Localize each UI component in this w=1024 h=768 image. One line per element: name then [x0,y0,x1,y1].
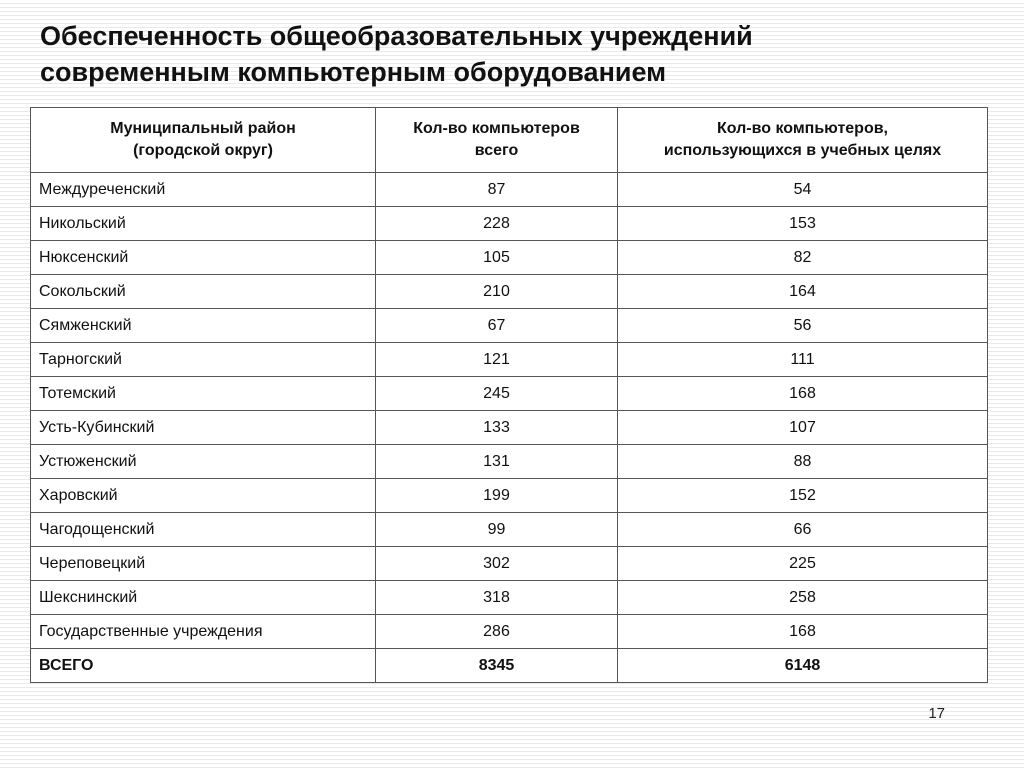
district-cell: Череповецкий [31,547,376,581]
district-cell: Междуреченский [31,173,376,207]
table-row [31,513,988,547]
header-educational-computers [618,108,988,173]
table-row [31,343,988,377]
table-row [31,241,988,275]
educational-cell: 258 [618,581,988,615]
header-district-line-2: (городской округ) [133,142,273,159]
header-district-line-1: Муниципальный район [110,120,296,137]
table-row [31,377,988,411]
total-educational-sum-cell: 6148 [618,649,988,683]
total-cell: 199 [376,479,618,513]
table-row [31,445,988,479]
slide-title [40,18,980,90]
slide-title-line-1: Обеспеченность общеобразовательных учреждений [40,21,753,51]
table-row [31,275,988,309]
total-cell: 87 [376,173,618,207]
educational-cell: 168 [618,615,988,649]
table-total-row [31,649,988,683]
page-number: 17 [928,705,945,722]
total-cell: 133 [376,411,618,445]
header-total-line-2: всего [474,142,519,159]
educational-cell: 164 [618,275,988,309]
educational-cell: 153 [618,207,988,241]
educational-cell: 152 [618,479,988,513]
table-header-row [31,108,988,173]
table-row [31,411,988,445]
header-district [31,108,376,173]
educational-cell: 66 [618,513,988,547]
header-total-line-1: Кол-во компьютеров [413,120,580,137]
district-cell: Харовский [31,479,376,513]
total-cell: 286 [376,615,618,649]
educational-cell: 111 [618,343,988,377]
header-educational-line-1: Кол-во компьютеров, [717,120,888,137]
total-cell: 318 [376,581,618,615]
computers-table [30,107,988,683]
district-cell: Нюксенский [31,241,376,275]
district-cell: Государственные учреждения [31,615,376,649]
table-row [31,581,988,615]
table-row [31,173,988,207]
table-row [31,309,988,343]
district-cell: Шекснинский [31,581,376,615]
table-row [31,547,988,581]
educational-cell: 56 [618,309,988,343]
total-cell: 228 [376,207,618,241]
district-cell: Чагодощенский [31,513,376,547]
total-cell: 131 [376,445,618,479]
educational-cell: 168 [618,377,988,411]
district-cell: Никольский [31,207,376,241]
computers-table-container [30,107,987,683]
district-cell: Устюженский [31,445,376,479]
table-row [31,479,988,513]
educational-cell: 107 [618,411,988,445]
header-educational-line-2: использующихся в учебных целях [663,142,942,159]
total-label-cell: ВСЕГО [31,649,376,683]
total-cell: 245 [376,377,618,411]
district-cell: Сокольский [31,275,376,309]
total-cell: 67 [376,309,618,343]
educational-cell: 225 [618,547,988,581]
district-cell: Сямженский [31,309,376,343]
educational-cell: 54 [618,173,988,207]
total-cell: 121 [376,343,618,377]
total-cell: 99 [376,513,618,547]
header-total-computers [376,108,618,173]
total-cell: 302 [376,547,618,581]
total-computers-sum-cell: 8345 [376,649,618,683]
district-cell: Тотемский [31,377,376,411]
district-cell: Усть-Кубинский [31,411,376,445]
educational-cell: 82 [618,241,988,275]
slide-title-line-2: современным компьютерным оборудованием [40,57,667,87]
district-cell: Тарногский [31,343,376,377]
total-cell: 210 [376,275,618,309]
educational-cell: 88 [618,445,988,479]
table-row [31,207,988,241]
total-cell: 105 [376,241,618,275]
table-row [31,615,988,649]
